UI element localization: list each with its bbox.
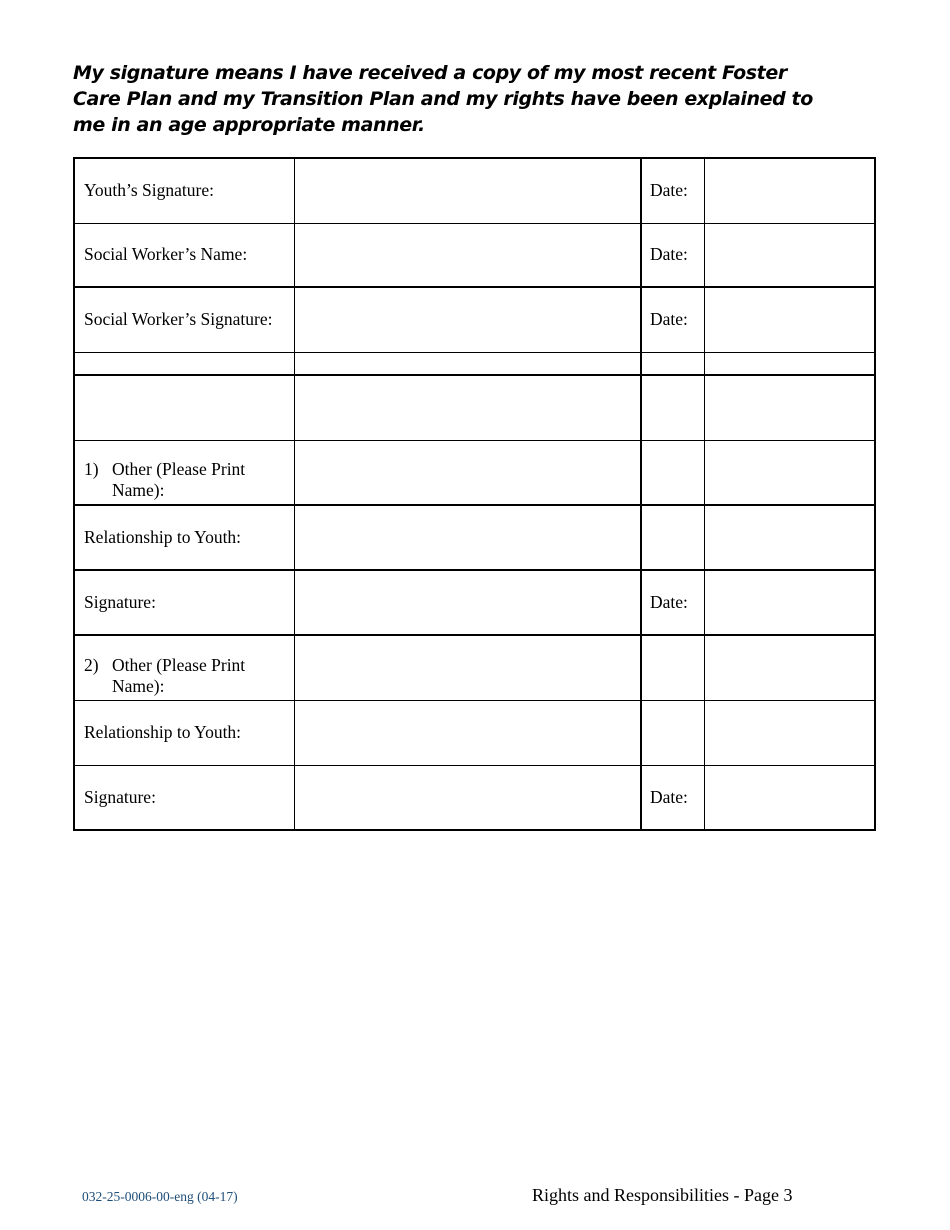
other-2-signature-label: Signature: [74, 765, 294, 830]
date-label: Date: [641, 223, 704, 287]
other-2-name-label [74, 635, 294, 700]
other-1-name-label [74, 440, 294, 505]
empty-date-label-cell [641, 700, 704, 765]
table-row [74, 375, 875, 440]
table-row [74, 635, 875, 700]
spacer-cell [294, 352, 641, 375]
other-name-label-text: Other (Please Print Name): [112, 459, 246, 500]
table-row [74, 765, 875, 830]
date-label: Date: [641, 287, 704, 352]
other-2-signature-date-field[interactable] [704, 765, 875, 830]
table-row [74, 570, 875, 635]
table-row [74, 223, 875, 287]
signature-table [73, 157, 876, 831]
spacer-cell [704, 352, 875, 375]
other-1-signature-field[interactable] [294, 570, 641, 635]
other-1-name-extra-field[interactable] [704, 440, 875, 505]
social-worker-signature-field[interactable] [294, 287, 641, 352]
table-row [74, 440, 875, 505]
other-1-signature-label: Signature: [74, 570, 294, 635]
other-2-relationship-extra-field[interactable] [704, 700, 875, 765]
other-2-signature-field[interactable] [294, 765, 641, 830]
item-number: 2) [84, 654, 99, 675]
date-label: Date: [641, 570, 704, 635]
table-row [74, 505, 875, 570]
item-number: 1) [84, 459, 99, 479]
youth-signature-field[interactable] [294, 158, 641, 223]
blank-date-label-cell [641, 375, 704, 440]
social-worker-signature-label: Social Worker’s Signature: [74, 287, 294, 352]
table-row [74, 287, 875, 352]
blank-label-cell [74, 375, 294, 440]
blank-field[interactable] [294, 375, 641, 440]
table-row [74, 352, 875, 375]
form-number: 032-25-0006-00-eng (04-17) [82, 1189, 238, 1204]
empty-date-label-cell [641, 505, 704, 570]
date-label: Date: [641, 158, 704, 223]
blank-date-field[interactable] [704, 375, 875, 440]
other-2-relationship-label: Relationship to Youth: [74, 700, 294, 765]
other-name-label-text: Other (Please Print Name): [112, 654, 246, 696]
social-worker-name-date-field[interactable] [704, 223, 875, 287]
page-footer-label: Rights and Responsibilities - Page 3 [532, 1185, 793, 1205]
other-1-name-field[interactable] [294, 440, 641, 505]
other-2-name-extra-field[interactable] [704, 635, 875, 700]
social-worker-name-field[interactable] [294, 223, 641, 287]
spacer-cell [74, 352, 294, 375]
other-1-relationship-extra-field[interactable] [704, 505, 875, 570]
other-1-relationship-field[interactable] [294, 505, 641, 570]
other-2-relationship-field[interactable] [294, 700, 641, 765]
other-2-name-field[interactable] [294, 635, 641, 700]
spacer-cell [641, 352, 704, 375]
table-row [74, 158, 875, 223]
youth-signature-date-field[interactable] [704, 158, 875, 223]
empty-date-label-cell [641, 440, 704, 505]
youth-signature-label: Youth’s Signature: [74, 158, 294, 223]
date-label: Date: [641, 765, 704, 830]
social-worker-signature-date-field[interactable] [704, 287, 875, 352]
other-1-signature-date-field[interactable] [704, 570, 875, 635]
table-row [74, 700, 875, 765]
other-1-relationship-label: Relationship to Youth: [74, 505, 294, 570]
signature-statement: My signature means I have received a copy of my most recent Foster Care Plan and my Transition Plan and my rights have been explained to me in an age appropriate manner. [73, 62, 813, 136]
social-worker-name-label: Social Worker’s Name: [74, 223, 294, 287]
empty-date-label-cell [641, 635, 704, 700]
